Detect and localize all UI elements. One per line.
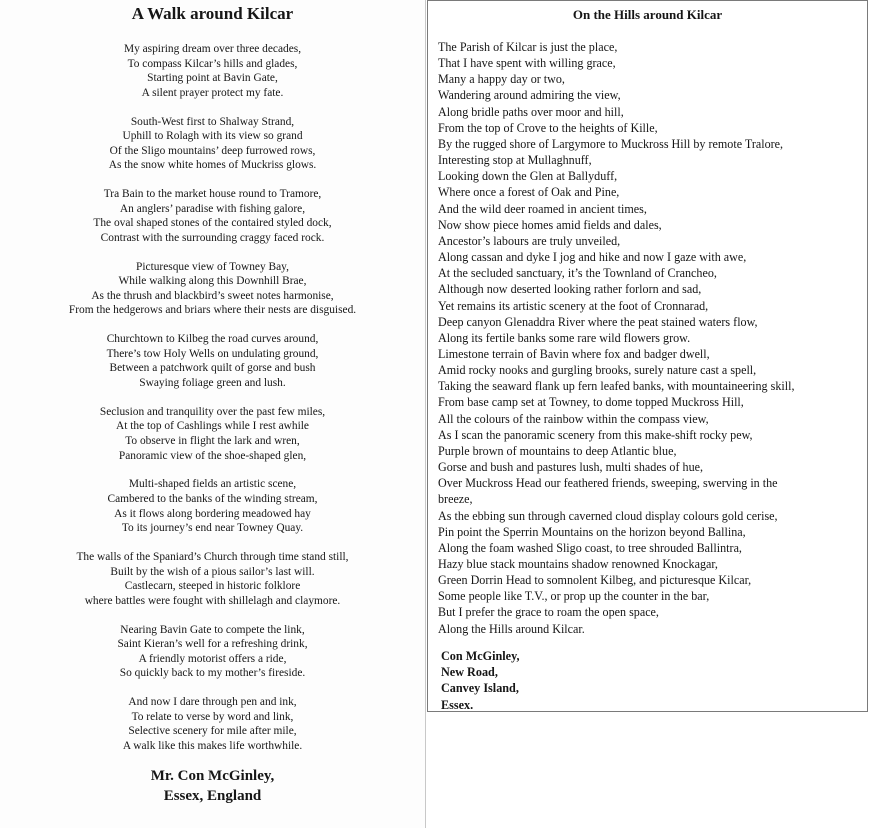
poem-line: Churchtown to Kilbeg the road curves around, — [106, 333, 319, 346]
poem-line: Along the Hills around Kilcar. — [438, 621, 585, 636]
poem-line: Seclusion and tranquility over the past few miles, — [99, 405, 326, 418]
poem-line: The oval shaped stones of the contaired styled dock, — [93, 217, 332, 230]
right-poem-title: On the Hills around Kilcar — [572, 7, 723, 22]
stanza — [0, 260, 425, 318]
stanza — [0, 115, 425, 173]
poem-line: Some people like T.V., or prop up the counter in the bar, — [438, 589, 710, 604]
poem-line: A silent prayer protect my fate. — [141, 86, 284, 99]
poem-line: From the top of Crove to the heights of Kille, — [438, 120, 658, 135]
poem-line: Picturesque view of Towney Bay, — [136, 260, 289, 273]
poem-line: As it flows along bordering meadowed hay — [114, 507, 311, 520]
right-poem-page — [427, 0, 868, 712]
signature-line: New Road, — [441, 665, 498, 680]
poem-line: From the hedgerows and briars where their nests are disguised. — [68, 304, 357, 317]
poem-line: Purple brown of mountains to deep Atlantic blue, — [438, 443, 677, 458]
poem-line: So quickly back to my mother’s fireside. — [119, 667, 306, 680]
poem-line: Uphill to Rolagh with its view so grand — [122, 130, 303, 143]
poem-line: Multi-shaped fields an artistic scene, — [128, 478, 297, 491]
stanza — [0, 332, 425, 390]
left-poem-signature — [0, 766, 425, 806]
left-poem-title: A Walk around Kilcar — [131, 4, 294, 23]
poem-line: At the secluded sanctuary, it’s the Townland of Crancheo, — [438, 266, 717, 281]
poem-line: To observe in flight the lark and wren, — [125, 434, 300, 447]
poem-line: Along bridle paths over moor and hill, — [438, 104, 624, 119]
poem-line: There’s tow Holy Wells on undulating ground, — [106, 347, 319, 360]
poem-line: A friendly motorist offers a ride, — [138, 652, 287, 665]
poem-line: Built by the wish of a pious sailor’s last will. — [110, 565, 315, 578]
poem-line: Limestone terrain of Bavin where fox and badger dwell, — [438, 346, 710, 361]
poem-line: Interesting stop at Mullaghnuff, — [438, 153, 592, 168]
poem-line: As I scan the panoramic scenery from this make-shift rocky pew, — [438, 427, 753, 442]
poem-line: Gorse and bush and pastures lush, multi shades of hue, — [438, 460, 704, 475]
poem-line: Cambered to the banks of the winding stream, — [107, 493, 318, 506]
poem-line: And the wild deer roamed in ancient times, — [438, 201, 647, 216]
poem-line: To compass Kilcar’s hills and glades, — [127, 57, 298, 70]
poem-line: Castlecarn, steeped in historic folklore — [124, 580, 301, 593]
right-poem-signature — [441, 648, 520, 713]
poem-line: Pin point the Sperrin Mountains on the horizon beyond Ballina, — [438, 524, 746, 539]
poem-line: All the colours of the rainbow within the compass view, — [438, 411, 709, 426]
poem-line: To its journey’s end near Towney Quay. — [121, 522, 304, 535]
poem-line: The Parish of Kilcar is just the place, — [438, 40, 618, 54]
poem-line: Nearing Bavin Gate to compete the link, — [120, 623, 305, 636]
poem-line: Saint Kieran’s well for a refreshing drink, — [117, 638, 308, 651]
poem-line: While walking along this Downhill Brae, — [118, 275, 307, 288]
poem-line: Yet remains its artistic scenery at the foot of Cronnarad, — [438, 298, 709, 313]
poem-line: Amid rocky nooks and gurgling brooks, surely nature cast a spell, — [438, 363, 757, 378]
left-poem-body — [0, 42, 425, 768]
poem-line: Along cassan and dyke I jog and hike and now I gaze with awe, — [438, 250, 747, 265]
poem-line: Selective scenery for mile after mile, — [128, 725, 297, 738]
poem-line: Tra Bain to the market house round to Tramore, — [103, 188, 322, 201]
stanza — [0, 187, 425, 245]
poem-line: Between a patchwork quilt of gorse and bush — [109, 362, 316, 375]
poem-line: Over Muckross Head our feathered friends, sweeping, swerving in the — [438, 476, 778, 491]
poem-line: South-West first to Shalway Strand, — [130, 115, 295, 128]
poem-line: And now I dare through pen and ink, — [128, 696, 297, 709]
poem-line: But I prefer the grace to roam the open space, — [438, 605, 659, 620]
poem-line: From base camp set at Towney, to dome topped Muckross Hill, — [438, 395, 744, 410]
poem-line: Now show piece homes amid fields and dales, — [438, 217, 662, 232]
poem-line: Hazy blue stack mountains shadow renowned Knockagar, — [438, 557, 718, 571]
poem-line: That I have spent with willing grace, — [438, 56, 616, 71]
poem-line: Swaying foliage green and lush. — [139, 376, 286, 389]
poem-line: Starting point at Bavin Gate, — [147, 72, 278, 85]
stanza — [0, 623, 425, 681]
poem-line: Ancestor’s labours are truly unveiled, — [438, 233, 621, 248]
poem-line: Deep canyon Glenaddra River where the peat stained waters flow, — [438, 314, 758, 329]
stanza — [0, 550, 425, 608]
poem-line: Green Dorrin Head to somnolent Kilbeg, and picturesque Kilcar, — [438, 573, 752, 588]
poem-line: where battles were fought with shillelagh and claymore. — [84, 594, 341, 607]
poem-line: By the rugged shore of Largymore to Muckross Hill by remote Tralore, — [438, 136, 784, 151]
stanza — [0, 42, 425, 100]
poem-line: To relate to verse by word and link, — [131, 710, 294, 723]
poem-line: Many a happy day or two, — [438, 72, 565, 87]
poem-line: Although now deserted looking rather forlorn and sad, — [438, 282, 702, 297]
stanza — [0, 477, 425, 535]
poem-line: Along its fertile banks some rare wild flowers grow. — [438, 330, 691, 345]
signature-line: Essex. — [441, 697, 474, 712]
poem-line: A walk like this makes life worthwhile. — [122, 739, 303, 752]
signature-line: Mr. Con McGinley, — [150, 768, 275, 784]
poem-line: My aspiring dream over three decades, — [123, 43, 302, 55]
poem-line: As the snow white homes of Muckriss glows. — [108, 159, 317, 172]
poem-line: Where once a forest of Oak and Pine, — [438, 185, 620, 200]
poem-line: Looking down the Glen at Ballyduff, — [438, 169, 618, 184]
poem-line: breeze, — [438, 492, 473, 507]
signature-line: Canvey Island, — [441, 681, 519, 696]
stanza — [0, 405, 425, 463]
poem-line: As the thrush and blackbird’s sweet notes harmonise, — [91, 289, 334, 302]
signature-line: Essex, England — [163, 788, 262, 804]
stanza — [0, 695, 425, 753]
poem-line: Along the foam washed Sligo coast, to tree shrouded Ballintra, — [438, 540, 742, 555]
poem-line: Wandering around admiring the view, — [438, 88, 621, 103]
signature-line: Con McGinley, — [441, 649, 520, 663]
poem-line: At the top of Cashlings while I rest awhile — [116, 420, 309, 433]
right-poem-body — [438, 39, 863, 637]
left-poem-page — [0, 0, 426, 828]
poem-line: An anglers’ paradise with fishing galore, — [119, 202, 306, 215]
poem-line: Taking the seaward flank up fern leafed banks, with mountaineering skill, — [438, 379, 795, 394]
poem-line: Contrast with the surrounding craggy faced rock. — [100, 231, 325, 244]
poem-line: The walls of the Spaniard’s Church through time stand still, — [76, 551, 349, 564]
poem-line: Panoramic view of the shoe-shaped glen, — [118, 449, 307, 462]
poem-line: As the ebbing sun through caverned cloud display colours gold cerise, — [438, 508, 778, 523]
poem-line: Of the Sligo mountains’ deep furrowed rows, — [109, 144, 316, 157]
